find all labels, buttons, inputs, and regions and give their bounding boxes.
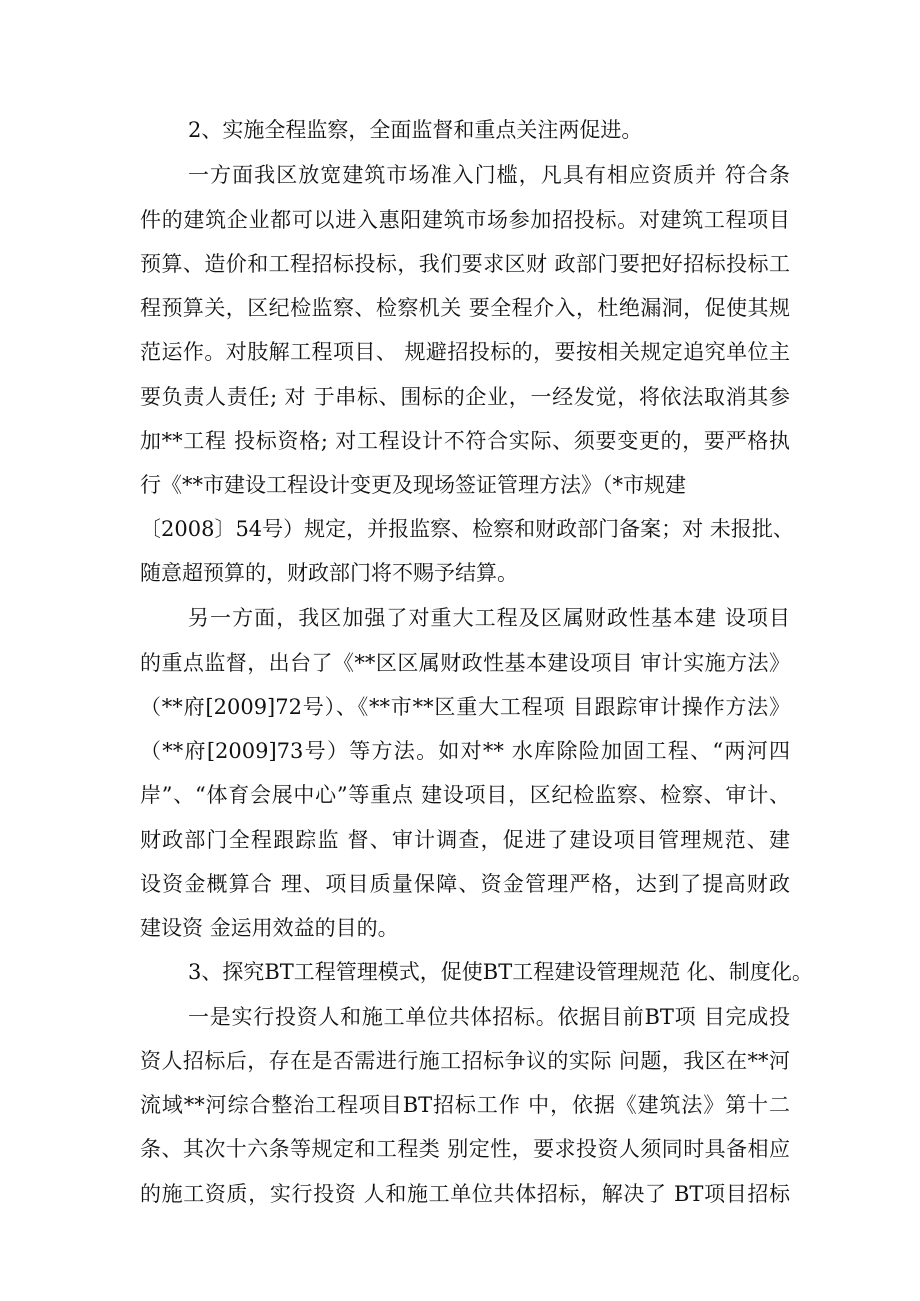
paragraph-line: 〔2008〕54号）规定，并报监察、检察和财政部门备案；对 未报批、 bbox=[140, 517, 794, 541]
paragraph-line: 另一方面，我区加强了对重大工程及区属财政性基本建 设项目 bbox=[188, 606, 790, 630]
paragraph-line: （**府[2009]73号）等方法。如对** 水库除险加固工程、“两河四 bbox=[140, 739, 790, 763]
paragraph-line: 加**工程 投标资格; 对工程设计不符合实际、须要变更的，要严格执 bbox=[140, 429, 790, 453]
heading-section-3: 3、探究BT工程管理模式，促使BT工程建设管理规范 化、制度化。 bbox=[188, 960, 813, 984]
paragraph-line: 要负责人责任; 对 于串标、围标的企业，一经发觉，将依法取消其参 bbox=[140, 385, 790, 409]
paragraph-line: （**府[2009]72号）、《**市**区重大工程项 目跟踪审计操作方法》 bbox=[140, 695, 790, 719]
paragraph-line: 建设资 金运用效益的目的。 bbox=[140, 916, 399, 940]
paragraph-line: 财政部门全程跟踪监 督、审计调查，促进了建设项目管理规范、建 bbox=[140, 828, 790, 852]
paragraph-line: 资人招标后，存在是否需进行施工招标争议的实际 问题，我区在**河 bbox=[140, 1049, 790, 1073]
paragraph-line: 岸”、“体育会展中心”等重点 建设项目，区纪检监察、检察、审计、 bbox=[140, 783, 790, 807]
paragraph-line: 程预算关，区纪检监察、检察机关 要全程介入，杜绝漏洞，促使其规 bbox=[140, 296, 790, 320]
paragraph-line: 设资金概算合 理、项目质量保障、资金管理严格，达到了提高财政 bbox=[140, 872, 790, 896]
paragraph-line: 条、其次十六条等规定和工程类 别定性，要求投资人须同时具备相应 bbox=[140, 1137, 790, 1161]
paragraph-line: 行《**市建设工程设计变更及现场签证管理方法》（*市规建 bbox=[140, 473, 686, 497]
paragraph-line: 的施工资质，实行投资 人和施工单位共体招标，解决了 BT项目招标 bbox=[140, 1182, 790, 1206]
paragraph-line: 随意超预算的，财政部门将不赐予结算。 bbox=[140, 561, 518, 585]
paragraph-line: 范运作。对肢解工程项目、 规避招投标的，要按相关规定追究单位主 bbox=[140, 340, 790, 364]
paragraph-line: 流域**河综合整治工程项目BT招标工作 中，依据《建筑法》第十二 bbox=[140, 1093, 790, 1117]
paragraph-line: 一是实行投资人和施工单位共体招标。依据目前BT项 目完成投 bbox=[188, 1005, 790, 1029]
paragraph-line: 的重点监督，出台了《**区区属财政性基本建设项目 审计实施方法》 bbox=[140, 651, 790, 675]
paragraph-line: 件的建筑企业都可以进入惠阳建筑市场参加招投标。对建筑工程项目 bbox=[140, 208, 790, 232]
paragraph-line: 一方面我区放宽建筑市场准入门槛，凡具有相应资质并 符合条 bbox=[188, 163, 790, 187]
paragraph-line: 预算、造价和工程招标投标，我们要求区财 政部门要把好招标投标工 bbox=[140, 252, 790, 276]
heading-section-2: 2、实施全程监察，全面监督和重点关注两促进。 bbox=[188, 118, 643, 142]
